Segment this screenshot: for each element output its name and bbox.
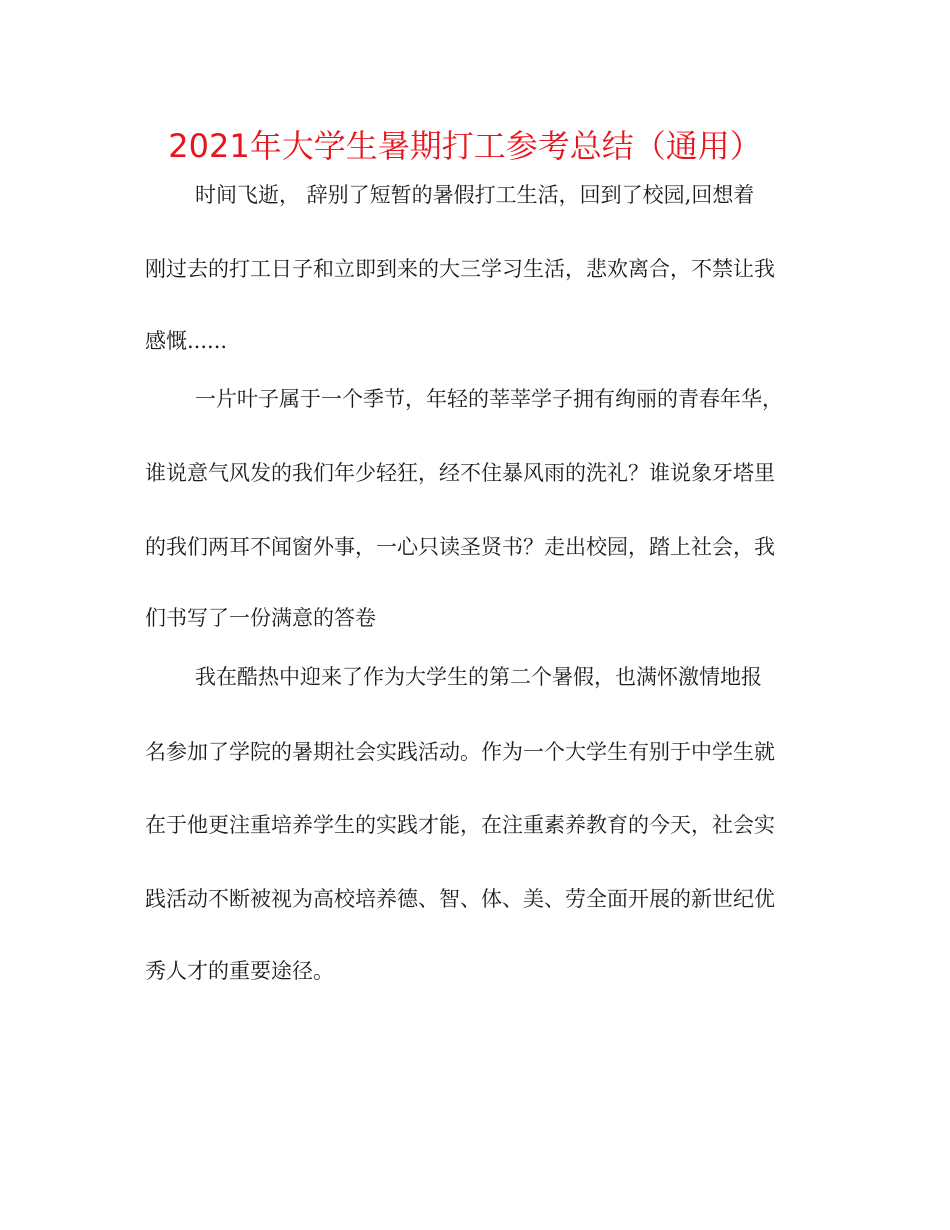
paragraph-3-line-4: 践活动不断被视为高校培养德、智、体、美、劳全面开展的新世纪优 xyxy=(145,887,775,911)
document-title: 2021年大学生暑期打工参考总结（通用） xyxy=(168,127,762,165)
paragraph-2-line-2: 谁说意气风发的我们年少轻狂，经不住暴风雨的洗礼？谁说象牙塔里 xyxy=(145,461,775,485)
paragraph-2-line-1: 一片叶子属于一个季节，年轻的莘莘学子拥有绚丽的青春年华， xyxy=(195,387,783,411)
paragraph-1-line-1: 时间飞逝， 辞别了短暂的暑假打工生活，回到了校园,回想着 xyxy=(195,183,755,207)
paragraph-1-line-2: 刚过去的打工日子和立即到来的大三学习生活，悲欢离合，不禁让我 xyxy=(145,257,775,281)
paragraph-3-line-1: 我在酷热中迎来了作为大学生的第二个暑假，也满怀激情地报 xyxy=(195,665,762,689)
paragraph-1-line-3: 感慨...... xyxy=(145,329,228,353)
paragraph-2-line-4: 们书写了一份满意的答卷 xyxy=(145,606,376,630)
paragraph-2-line-3: 的我们两耳不闻窗外事，一心只读圣贤书？走出校园，踏上社会，我 xyxy=(145,535,775,559)
paragraph-3-line-3: 在于他更注重培养学生的实践才能，在注重素养教育的今天，社会实 xyxy=(145,813,775,837)
paragraph-3-line-5: 秀人才的重要途径。 xyxy=(145,959,334,983)
paragraph-3-line-2: 名参加了学院的暑期社会实践活动。作为一个大学生有别于中学生就 xyxy=(145,740,775,764)
